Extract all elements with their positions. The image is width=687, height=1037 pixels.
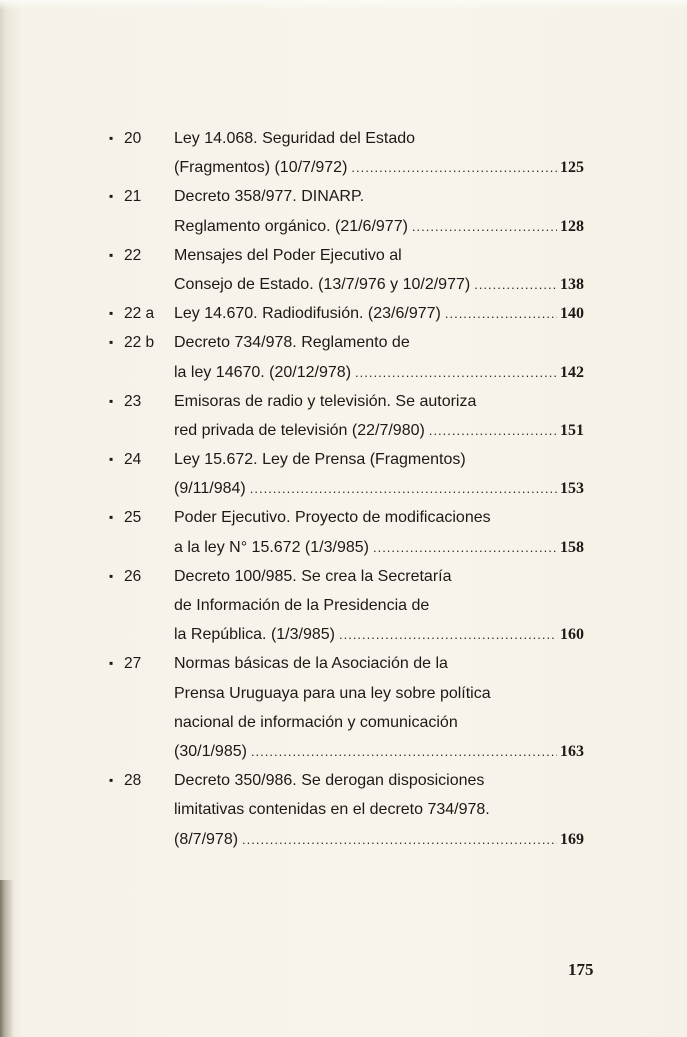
entry-bullet: ▪ — [109, 510, 114, 525]
toc-entry-line — [0, 387, 687, 416]
entry-leader-line — [174, 270, 584, 299]
entry-title-text: Emisoras de radio y televisión. Se autoriza — [174, 392, 477, 410]
toc-entry-line — [0, 591, 687, 620]
binding-shadow — [0, 880, 14, 1037]
entry-title-text: la ley 14670. (20/12/978) — [174, 363, 352, 381]
toc-entry — [0, 124, 687, 182]
toc-entry — [0, 387, 687, 445]
entry-page-number: 140 — [560, 305, 584, 323]
entry-title-text: nacional de información y comunicación — [174, 713, 458, 731]
toc-entry-line — [0, 416, 687, 445]
entry-bullet: ▪ — [109, 189, 114, 204]
toc-entry-line — [0, 124, 687, 153]
entry-number: 23 — [124, 392, 142, 410]
entry-leader-line — [174, 620, 584, 649]
entry-leader-line — [174, 533, 584, 562]
entry-title-text: Decreto 350/986. Se derogan disposiciones — [174, 772, 485, 790]
entry-number: 25 — [124, 509, 142, 527]
toc-entry-line — [0, 241, 687, 270]
entry-number: 22 b — [124, 334, 155, 352]
toc-entry — [0, 766, 687, 854]
dot-leader — [429, 416, 557, 445]
entry-title-text: (30/1/985) — [174, 742, 247, 760]
entry-number: 28 — [124, 772, 142, 790]
entry-number: 20 — [124, 130, 142, 147]
page-number: 175 — [568, 960, 594, 979]
entry-page-number: 163 — [560, 742, 584, 760]
toc-entry-line — [0, 562, 687, 591]
entry-bullet: ▪ — [109, 247, 114, 262]
entry-title-text: Poder Ejecutivo. Proyecto de modificaciones — [174, 509, 491, 527]
entry-bullet: ▪ — [109, 452, 114, 467]
toc-entry-line — [0, 503, 687, 532]
dot-leader — [351, 153, 557, 182]
entry-title-text: Decreto 100/985. Se crea la Secretaría — [174, 567, 452, 585]
entry-page-number: 169 — [560, 830, 584, 848]
dot-leader — [445, 299, 557, 328]
entry-title-text: Mensajes del Poder Ejecutivo al — [174, 246, 402, 264]
toc-entry-line — [0, 153, 687, 182]
toc-entry-line — [0, 766, 687, 795]
toc-entry-line — [0, 328, 687, 357]
entry-title-text: Reglamento orgánico. (21/6/977) — [174, 217, 408, 235]
entry-number: 22 — [124, 246, 142, 264]
entry-bullet: ▪ — [109, 393, 114, 408]
toc-entry-line — [0, 474, 687, 503]
toc-entry — [0, 182, 687, 240]
entry-title-text: red privada de televisión (22/7/980) — [174, 421, 425, 439]
dot-leader — [339, 620, 557, 649]
entry-bullet: ▪ — [109, 306, 114, 321]
dot-leader — [474, 270, 557, 299]
entry-bullet: ▪ — [109, 335, 114, 350]
entry-bullet: ▪ — [109, 568, 114, 583]
toc-entry-line — [0, 795, 687, 824]
toc-entry — [0, 328, 687, 386]
entry-page-number: 142 — [560, 363, 584, 381]
page-top-edge — [0, 0, 687, 10]
toc-entry-line — [0, 708, 687, 737]
toc-entry-line — [0, 737, 687, 766]
entry-title-text: a la ley N° 15.672 (1/3/985) — [174, 538, 369, 556]
entry-leader-line — [174, 416, 584, 445]
entry-page-number: 128 — [560, 217, 584, 235]
dot-leader — [250, 474, 557, 503]
toc-entry — [0, 562, 687, 650]
entry-title-text: Ley 14.670. Radiodifusión. (23/6/977) — [174, 305, 441, 323]
dot-leader — [373, 533, 557, 562]
entry-number: 27 — [124, 655, 142, 673]
entry-title-text: Decreto 734/978. Reglamento de — [174, 334, 410, 352]
entry-title-text: (9/11/984) — [174, 480, 246, 498]
toc-entry — [0, 241, 687, 299]
entry-leader-line — [174, 825, 584, 854]
entry-number: 24 — [124, 451, 142, 469]
entry-leader-line — [174, 474, 584, 503]
entry-page-number: 151 — [560, 421, 584, 439]
toc-entry-line — [0, 533, 687, 562]
dot-leader — [412, 212, 557, 241]
entry-page-number: 125 — [560, 159, 584, 177]
entry-bullet: ▪ — [109, 131, 114, 145]
entry-leader-line — [174, 737, 584, 766]
entry-number: 21 — [124, 188, 142, 206]
toc-entry-line — [0, 270, 687, 299]
toc-entry-line — [0, 825, 687, 854]
toc-entry — [0, 445, 687, 503]
toc-entry — [0, 299, 687, 328]
entry-title-text: Decreto 358/977. DINARP. — [174, 188, 365, 206]
dot-leader — [355, 358, 557, 387]
entry-bullet: ▪ — [109, 656, 114, 671]
table-of-contents — [0, 124, 687, 854]
entry-bullet: ▪ — [109, 773, 114, 788]
entry-page-number: 153 — [560, 480, 584, 498]
dot-leader — [251, 737, 557, 766]
entry-leader-line — [174, 299, 584, 328]
entry-number: 26 — [124, 567, 142, 585]
entry-leader-line — [174, 153, 584, 182]
entry-title-text: limitativas contenidas en el decreto 734/978. — [174, 801, 490, 819]
entry-title-text: Ley 15.672. Ley de Prensa (Fragmentos) — [174, 451, 466, 469]
entry-leader-line — [174, 358, 584, 387]
entry-title-text: (8/7/978) — [174, 830, 239, 848]
toc-entry-line — [0, 649, 687, 678]
entry-title-text: Prensa Uruguaya para una ley sobre política — [174, 684, 491, 702]
entry-title-text: la República. (1/3/985) — [174, 626, 335, 644]
toc-entry-line — [0, 445, 687, 474]
toc-entry-line — [0, 182, 687, 211]
entry-page-number: 158 — [560, 538, 584, 556]
entry-title-text: (Fragmentos) (10/7/972) — [174, 159, 348, 177]
toc-entry-line — [0, 358, 687, 387]
entry-title-text: de Información de la Presidencia de — [174, 597, 430, 614]
entry-number: 22 a — [124, 305, 155, 323]
dot-leader — [242, 825, 557, 854]
entry-title-text: Normas básicas de la Asociación de la — [174, 655, 448, 673]
entry-page-number: 160 — [560, 626, 584, 644]
entry-title-text: Ley 14.068. Seguridad del Estado — [174, 130, 416, 147]
entry-title-text: Consejo de Estado. (13/7/976 y 10/2/977) — [174, 275, 471, 293]
toc-entry-line — [0, 299, 687, 328]
toc-entry-line — [0, 212, 687, 241]
toc-entry — [0, 503, 687, 561]
toc-entry-line — [0, 620, 687, 649]
entry-leader-line — [174, 212, 584, 241]
toc-entry — [0, 649, 687, 766]
entry-page-number: 138 — [560, 275, 584, 293]
toc-entry-line — [0, 679, 687, 708]
